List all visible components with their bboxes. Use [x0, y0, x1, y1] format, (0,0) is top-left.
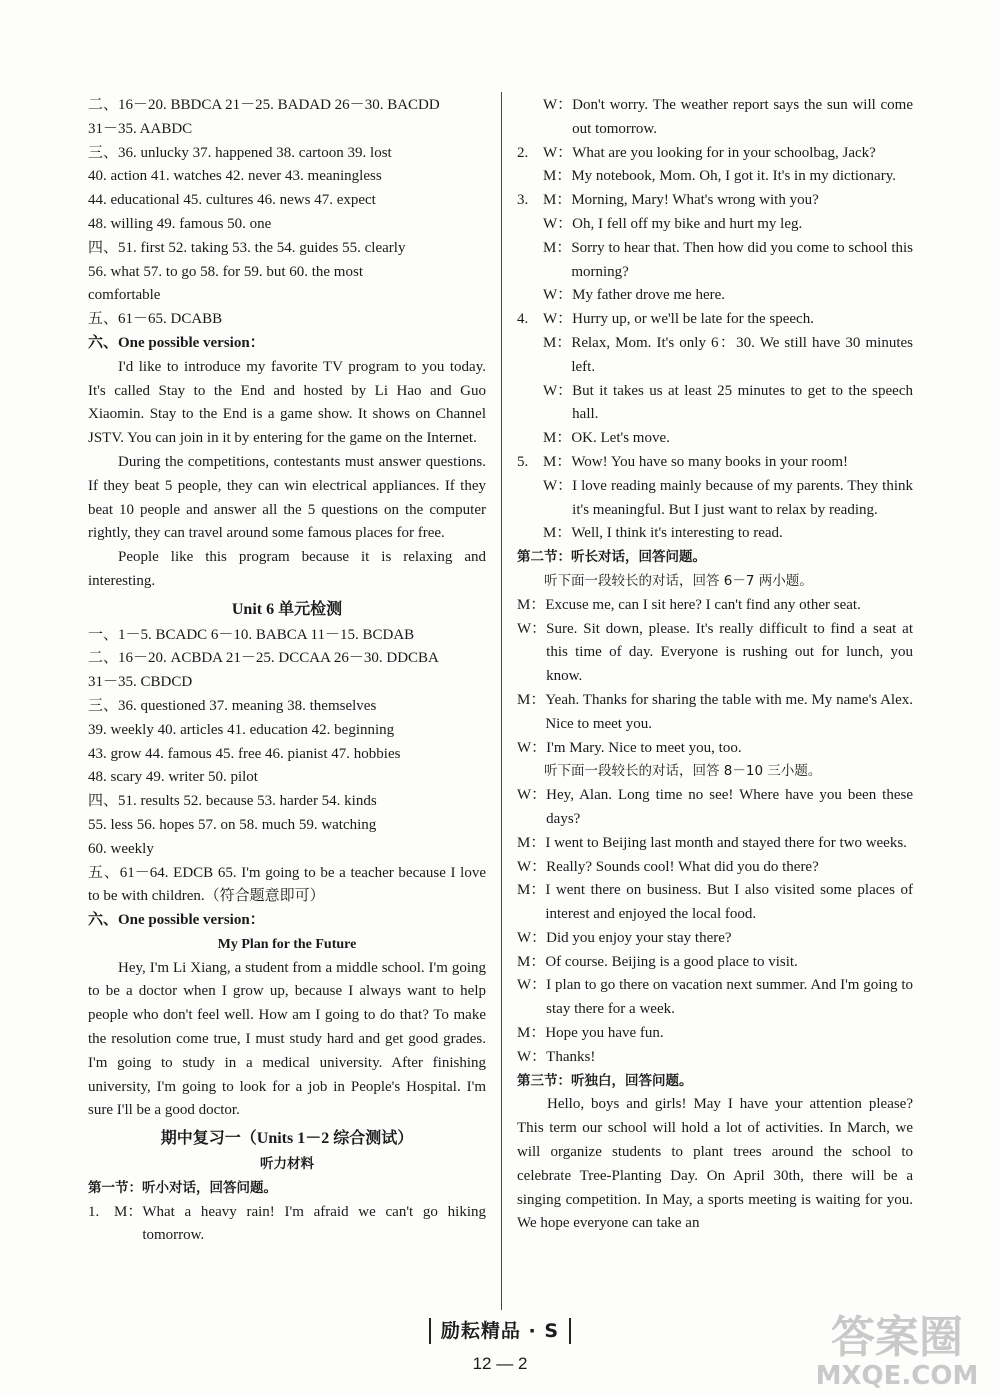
essay-paragraph: Hey, I'm Li Xiang, a student from a middle school. I'm going to be a doctor when I grow up, because I always want to help people who don't feel well. How am I going to do that? To make the resolution come true, I must study hard and get good grades. I'm going to study in a medical university. After finishing university, I'm going to look for a job in People's Hospital. I'm sure I'll be a good doctor.: [88, 959, 486, 1119]
answer-line: 一、1－5. BCADC 6－10. BABCA 11－15. BCDAB: [88, 626, 415, 643]
speaker: M：: [517, 596, 546, 613]
dialogue-line: [517, 879, 913, 927]
right-column: [517, 94, 913, 1236]
essay-paragraph: I'd like to introduce my favorite TV program to you today. It's called Stay to the End and hosted by Li Hao and Guo Xiaomin. Stay to the End is a game show. It shows on Channel JSTV. You can join in it by entering for the game on the Internet.: [88, 358, 486, 447]
speaker: W：: [517, 977, 547, 994]
answer-line: 五、61－65. DCABB: [88, 311, 223, 328]
answer-line: comfortable: [88, 287, 161, 304]
watermark-logo: 答案圈: [831, 1312, 963, 1363]
dialogue-line: [517, 618, 913, 689]
utterance: Hope you have fun.: [545, 1025, 664, 1042]
dialogue-line: [517, 974, 913, 1022]
dialogue-line: [517, 951, 913, 975]
dialogue-line: [517, 522, 913, 546]
utterance: Relax, Mom. It's only 6：30. We still have 30 minutes left.: [571, 334, 913, 375]
part-heading: 第一节：听小对话，回答问题。: [88, 1179, 277, 1196]
watermark: [802, 1314, 992, 1394]
utterance: Yeah. Thanks for sharing the table with me. My name's Alex. Nice to meet you.: [545, 691, 913, 732]
section-heading: 期中复习一（Units 1－2 综合测试）: [160, 1130, 414, 1148]
utterance: I'm Mary. Nice to meet you, too.: [546, 739, 742, 756]
speaker: W：: [543, 477, 573, 494]
speaker: W：: [517, 858, 547, 875]
utterance: I went there on business. But I also visited some places of interest and enjoyed the local food.: [545, 882, 913, 923]
answer-line: 40. action 41. watches 42. never 43. meaningless: [88, 168, 382, 185]
utterance: Well, I think it's interesting to read.: [571, 525, 783, 542]
publisher-logo: 励耘精品 · S: [429, 1318, 571, 1344]
answer-line: 44. educational 45. cultures 46. news 47. expect: [88, 192, 376, 209]
answer-line: 四、51. first 52. taking 53. the 54. guides 55. clearly: [88, 239, 406, 256]
utterance: Morning, Mary! What's wrong with you?: [571, 192, 819, 209]
utterance: But it takes us at least 25 minutes to get to the speech hall.: [572, 382, 913, 423]
speaker: W：: [517, 1048, 547, 1065]
utterance: My father drove me here.: [572, 287, 726, 304]
answer-line: 二、16－20. ACBDA 21－25. DCCAA 26－30. DDCBA: [88, 650, 439, 667]
speaker: M：: [543, 168, 572, 185]
part-heading: 第二节：听长对话，回答问题。: [517, 549, 706, 566]
dialogue-line: [517, 380, 913, 428]
utterance: Sorry to hear that. Then how did you come to school this morning?: [571, 239, 913, 280]
answer-line: 60. weekly: [88, 840, 154, 857]
utterance: Sure. Sit down, please. It's really difficult to find a seat at this time of day. Everyone is rushing out for lunch, you know.: [546, 620, 913, 685]
item-number: 1.: [88, 1203, 100, 1220]
utterance: What are you looking for in your schoolbag, Jack?: [572, 144, 876, 161]
answer-line: 三、36. unlucky 37. happened 38. cartoon 39. lost: [88, 144, 392, 161]
dialogue-line: [517, 308, 913, 332]
answer-line: 56. what 57. to go 58. for 59. but 60. the most: [88, 263, 363, 280]
utterance: Of course. Beijing is a good place to visit.: [545, 953, 798, 970]
speaker: M：: [517, 691, 546, 708]
item-number: 4.: [517, 311, 529, 328]
speaker: M：: [517, 1025, 546, 1042]
utterance: Really? Sounds cool! What did you do there?: [546, 858, 819, 875]
dialogue-line: [517, 832, 913, 856]
speaker: M：: [543, 453, 572, 470]
utterance: Did you enjoy your stay there?: [546, 929, 732, 946]
item-number: 2.: [517, 144, 529, 161]
dialogue-line: [517, 142, 913, 166]
item-number: 3.: [517, 192, 529, 209]
utterance: Don't worry. The weather report says the sun will come out tomorrow.: [572, 97, 913, 137]
dialogue-line: [517, 284, 913, 308]
monologue-paragraph: Hello, boys and girls! May I have your attention please? This term our school will hold a lot of activities. In March, we will organize students to plant trees around the school to celebrate Tree-Planting Day. On April 30th, there will be a singing competition. In May, a sports meeting is waiting for you. We hope everyone can take an: [517, 1096, 913, 1232]
part-heading: 第三节：听独白，回答问题。: [517, 1072, 693, 1089]
essay-title: My Plan for the Future: [217, 936, 357, 952]
watermark-url: MXQE.COM: [815, 1361, 979, 1391]
answer-line: 31－35. CBDCD: [88, 674, 193, 691]
version-label: 六、One possible version：: [88, 334, 265, 351]
dialogue-line: [517, 94, 913, 142]
speaker: W：: [543, 144, 573, 161]
speaker: W：: [543, 215, 573, 232]
dialogue-line: [517, 594, 913, 618]
answer-line: 48. willing 49. famous 50. one: [88, 215, 272, 232]
answer-line: 55. less 56. hopes 57. on 58. much 59. watching: [88, 816, 377, 833]
answer-line: 四、51. results 52. because 53. harder 54. kinds: [88, 793, 377, 810]
dialogue-line: [517, 856, 913, 880]
answer-line: 43. grow 44. famous 45. free 46. pianist 47. hobbies: [88, 745, 401, 762]
utterance: I plan to go there on vacation next summer. And I'm going to stay there for a week.: [546, 977, 913, 1018]
dialogue-line: [517, 165, 913, 189]
answer-line: 五、61－64. EDCB 65. I'm going to be a teacher because I love to be with children.（符合题意即可）: [88, 864, 486, 905]
utterance: Oh, I fell off my bike and hurt my leg.: [572, 215, 803, 232]
answer-line: 二、16－20. BBDCA 21－25. BADAD 26－30. BACDD: [88, 97, 440, 113]
utterance: OK. Let's move.: [571, 430, 670, 447]
listening-heading: 听力材料: [260, 1156, 314, 1173]
speaker: M：: [114, 1203, 143, 1220]
answer-line: 三、36. questioned 37. meaning 38. themselves: [88, 697, 377, 714]
version-label: 六、One possible version：: [88, 912, 265, 929]
speaker: M：: [543, 239, 572, 256]
utterance: Hey, Alan. Long time no see! Where have you been these days?: [546, 787, 913, 827]
dialogue-line: [517, 1046, 913, 1070]
utterance: Hurry up, or we'll be late for the speech.: [572, 311, 814, 328]
utterance: I went to Beijing last month and stayed there for two weeks.: [545, 834, 907, 851]
utterance: Wow! You have so many books in your room!: [571, 453, 849, 470]
page-number: 12 — 2: [472, 1353, 528, 1373]
dialogue-line: [517, 784, 913, 832]
speaker: M：: [517, 882, 546, 899]
column-divider: [501, 92, 502, 1310]
speaker: W：: [517, 929, 547, 946]
speaker: W：: [517, 739, 547, 756]
utterance: What a heavy rain! I'm afraid we can't go hiking tomorrow.: [142, 1203, 486, 1244]
answer-line: 39. weekly 40. articles 41. education 42. beginning: [88, 721, 395, 738]
dialogue-line: [517, 475, 913, 523]
speaker: M：: [517, 953, 546, 970]
speaker: M：: [543, 525, 572, 542]
utterance: Excuse me, can I sit here? I can't find any other seat.: [545, 596, 861, 613]
speaker: M：: [543, 430, 572, 447]
speaker: W：: [543, 287, 573, 304]
dialogue-line: [517, 927, 913, 951]
instruction: 听下面一段较长的对话，回答 6－7 两小题。: [544, 572, 813, 589]
utterance: My notebook, Mom. Oh, I got it. It's in my dictionary.: [571, 168, 896, 185]
essay-paragraph: During the competitions, contestants must answer questions. If they beat 5 people, they can win electrical appliances. If they beat 10 people and answer all the 5 questions on the computer rightly, they can travel around some famous places for free.: [88, 453, 486, 542]
speaker: W：: [543, 97, 573, 113]
utterance: I love reading mainly because of my parents. They think it's meaningful. But I just want to relax by reading.: [572, 477, 913, 518]
left-column: [88, 94, 486, 1248]
instruction: 听下面一段较长的对话，回答 8－10 三小题。: [544, 763, 822, 780]
utterance: Thanks!: [546, 1048, 596, 1065]
speaker: W：: [543, 382, 573, 399]
answer-line: 31－35. AABDC: [88, 120, 193, 137]
speaker: M：: [543, 192, 572, 209]
item-number: 5.: [517, 453, 529, 470]
speaker: M：: [543, 334, 572, 351]
essay-paragraph: People like this program because it is relaxing and interesting.: [88, 549, 486, 589]
dialogue-line: [517, 1022, 913, 1046]
dialogue-line: [517, 332, 913, 380]
dialogue-line: [517, 189, 913, 213]
dialogue-line: [517, 427, 913, 451]
speaker: M：: [517, 834, 546, 851]
dialogue-line: [517, 689, 913, 737]
unit-heading: Unit 6 单元检测: [231, 600, 343, 618]
dialogue-line: [517, 451, 913, 475]
speaker: W：: [543, 311, 573, 328]
answer-line: 48. scary 49. writer 50. pilot: [88, 769, 258, 786]
dialogue-line: [517, 737, 913, 761]
speaker: W：: [517, 620, 547, 637]
speaker: W：: [517, 787, 547, 804]
dialogue-line: [517, 213, 913, 237]
dialogue-line: [517, 237, 913, 285]
dialogue-line: [88, 1201, 486, 1249]
